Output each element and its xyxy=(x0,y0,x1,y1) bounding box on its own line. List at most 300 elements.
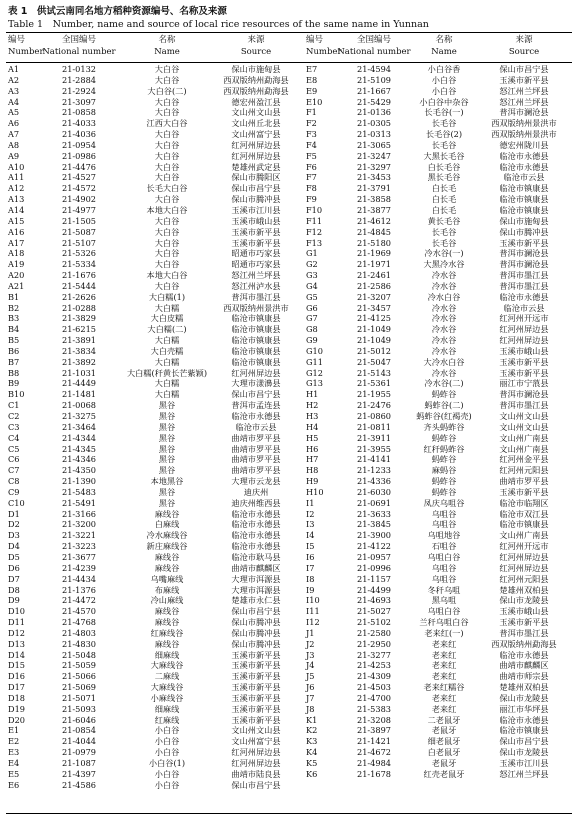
cell-name: 冷水麻线谷 xyxy=(146,530,188,541)
cell-number: F13 xyxy=(306,237,323,248)
cell-national-number: 21-5143 xyxy=(356,367,392,378)
table-row xyxy=(0,758,306,769)
cell-national-number: 21-4476 xyxy=(61,161,97,172)
table-row xyxy=(298,444,576,455)
table-row xyxy=(298,411,576,422)
cell-national-number: 21-0858 xyxy=(61,107,97,118)
table-row xyxy=(298,270,576,281)
cell-national-number: 21-4122 xyxy=(356,541,392,552)
cell-national-number: 21-4141 xyxy=(356,454,392,465)
cell-source: 临沧市镇康县 xyxy=(231,345,281,356)
table-row xyxy=(0,140,306,151)
cell-source: 文山州文山县 xyxy=(499,421,549,432)
cell-national-number: 21-3221 xyxy=(61,530,97,541)
cell-national-number: 21-5483 xyxy=(61,486,97,497)
cell-number: K4 xyxy=(306,747,318,758)
cell-name: 大白糯 xyxy=(154,356,180,367)
cell-national-number: 21-4253 xyxy=(356,660,392,671)
cell-national-number: 21-3065 xyxy=(356,139,392,150)
cell-national-number: 21-5334 xyxy=(61,259,97,270)
table-row xyxy=(298,357,576,368)
cell-name: 大白谷 xyxy=(154,161,180,172)
table-row xyxy=(0,313,306,324)
table-row xyxy=(0,335,306,346)
cell-source: 普洱市墨江县 xyxy=(499,627,549,638)
cell-national-number: 21-3829 xyxy=(61,313,97,324)
table-row xyxy=(298,335,576,346)
cell-number: F4 xyxy=(306,139,317,150)
cell-national-number: 21-4346 xyxy=(61,454,97,465)
cell-source: 保山市龙陵县 xyxy=(499,692,549,703)
table-row xyxy=(0,205,306,216)
cell-number: A9 xyxy=(8,150,20,161)
cell-name: 大白谷 xyxy=(154,215,180,226)
cell-name: 乌咀地谷 xyxy=(427,530,461,541)
table-row xyxy=(0,64,306,75)
cell-national-number: 21-0860 xyxy=(356,411,392,421)
cell-source: 普洱市墨江县 xyxy=(231,291,281,302)
table-row xyxy=(298,97,576,108)
cell-national-number: 21-3911 xyxy=(356,432,392,443)
cell-source: 临沧市镇康县 xyxy=(499,204,549,215)
cell-number: H1 xyxy=(306,389,319,400)
cell-national-number: 21-4336 xyxy=(356,476,392,487)
table-row xyxy=(0,194,306,205)
cell-source: 红河州屏边县 xyxy=(499,335,549,346)
table-row xyxy=(0,368,306,379)
table-row xyxy=(298,628,576,639)
cell-number: I8 xyxy=(306,573,315,584)
cell-number: H7 xyxy=(306,454,319,465)
cell-source: 临沧市镇康县 xyxy=(499,183,549,194)
cell-number: A11 xyxy=(8,172,25,183)
cell-number: E1 xyxy=(8,725,20,736)
cell-national-number: 21-5027 xyxy=(356,606,392,617)
cell-name: 大白壳糯 xyxy=(150,345,184,356)
cell-name: 齐头蚂蚱谷 xyxy=(423,421,465,432)
cell-name: 老来红 xyxy=(431,649,457,660)
cell-source: 红河州屏边县 xyxy=(231,367,281,378)
table-row xyxy=(0,476,306,487)
cell-source: 德宏州陇川县 xyxy=(499,139,549,150)
table-row xyxy=(0,411,306,422)
cell-name: 白长毛 xyxy=(431,194,457,205)
cell-name: 黑谷 xyxy=(158,454,176,465)
cell-national-number: 21-5093 xyxy=(61,703,97,714)
cell-name: 大白糯(二) xyxy=(147,324,187,335)
cell-source: 西双版纳州勐海县 xyxy=(491,638,557,649)
cell-name: 兰秆乌咀白谷 xyxy=(419,617,469,628)
cell-national-number: 21-0986 xyxy=(61,150,97,161)
cell-source: 临沧市永德县 xyxy=(499,714,549,725)
cell-name: 长毛谷 xyxy=(431,118,457,129)
cell-name: 黑谷 xyxy=(158,497,176,508)
cell-national-number: 21-3892 xyxy=(61,356,97,367)
cell-name: 本地大白谷 xyxy=(146,270,188,281)
cell-number: J7 xyxy=(306,692,315,703)
cell-national-number: 21-1233 xyxy=(356,465,392,476)
cell-source: 临沧市永德县 xyxy=(231,411,281,421)
cell-national-number: 21-1049 xyxy=(356,324,392,335)
cell-national-number: 21-4397 xyxy=(61,768,97,779)
cell-name: 冷水谷 xyxy=(431,302,457,313)
table-row xyxy=(0,433,306,444)
cell-source: 楚雄州双柏县 xyxy=(499,584,549,595)
cell-number: K1 xyxy=(306,714,318,725)
cell-name: 长毛谷(一) xyxy=(424,107,464,118)
table-row xyxy=(298,107,576,118)
table-row xyxy=(298,162,576,173)
cell-name: 大麻线谷 xyxy=(150,682,184,693)
table-row xyxy=(298,541,576,552)
table-row xyxy=(298,378,576,389)
cell-number: E4 xyxy=(8,758,20,768)
cell-number: D10 xyxy=(8,606,25,617)
cell-source: 玉溪市新平县 xyxy=(499,74,549,85)
cell-name: 小白谷(1) xyxy=(148,758,186,768)
table-row xyxy=(298,650,576,661)
cell-name: 小白谷 xyxy=(154,779,180,790)
cell-name: 大白糯 xyxy=(154,378,180,389)
table-row xyxy=(298,671,576,682)
cell-source: 文山州富宁县 xyxy=(231,736,281,747)
table-row xyxy=(298,476,576,487)
cell-number: J1 xyxy=(306,627,315,638)
cell-name: 麻线谷 xyxy=(154,508,180,519)
cell-national-number: 21-0854 xyxy=(61,725,97,736)
table-row xyxy=(298,400,576,411)
cell-number: I12 xyxy=(306,617,320,628)
cell-source: 临沧市镇康县 xyxy=(231,324,281,335)
cell-number: D20 xyxy=(8,714,25,725)
cell-source: 怒江州兰坪县 xyxy=(499,96,549,107)
table-row xyxy=(298,606,576,617)
cell-number: K5 xyxy=(306,758,318,768)
table-row xyxy=(0,650,306,661)
table-row xyxy=(298,487,576,498)
cell-source: 临沧市永德县 xyxy=(499,161,549,172)
cell-national-number: 21-4449 xyxy=(61,378,97,389)
cell-name: 蚂蚱谷 xyxy=(431,486,457,497)
table-row xyxy=(0,346,306,357)
cell-name: 江西大白谷 xyxy=(146,118,188,129)
cell-number: C10 xyxy=(8,497,25,508)
table-row xyxy=(0,162,306,173)
cell-number: E3 xyxy=(8,747,20,758)
table-row xyxy=(298,216,576,227)
table-row xyxy=(298,693,576,704)
cell-number: F10 xyxy=(306,204,323,215)
cell-source: 丽江市宁蒗县 xyxy=(499,378,549,389)
cell-number: A5 xyxy=(8,107,20,118)
cell-national-number: 21-0957 xyxy=(356,551,392,562)
cell-number: G2 xyxy=(306,259,318,270)
cell-national-number: 21-4570 xyxy=(61,606,97,617)
cell-name: 蚂蚱谷 xyxy=(431,454,457,465)
cell-national-number: 21-2884 xyxy=(61,74,97,85)
cell-source: 红河州开远市 xyxy=(499,313,549,324)
cell-national-number: 21-3900 xyxy=(356,530,392,541)
cell-national-number: 21-5048 xyxy=(61,649,97,660)
cell-number: G7 xyxy=(306,313,318,324)
cell-national-number: 21-4309 xyxy=(356,671,392,682)
cell-name: 长毛大白谷 xyxy=(146,183,188,194)
table-row xyxy=(298,248,576,259)
cell-name: 冷水谷 xyxy=(431,270,457,281)
cell-source: 保山市腾冲县 xyxy=(231,194,281,205)
cell-national-number: 21-5087 xyxy=(61,226,97,237)
cell-national-number: 21-1969 xyxy=(356,248,392,259)
table-row xyxy=(0,563,306,574)
cell-name: 冷山麻线 xyxy=(150,595,184,606)
table-row xyxy=(298,205,576,216)
cell-number: H5 xyxy=(306,432,319,443)
cell-national-number: 21-3277 xyxy=(356,649,392,660)
cell-national-number: 21-5012 xyxy=(356,345,392,356)
table-row xyxy=(298,281,576,292)
table-row xyxy=(298,715,576,726)
cell-number: F9 xyxy=(306,194,317,205)
cell-national-number: 21-3097 xyxy=(61,96,97,107)
cell-name: 黑谷 xyxy=(158,421,176,432)
cell-national-number: 21-4845 xyxy=(356,226,392,237)
cell-number: E10 xyxy=(306,96,323,107)
cell-source: 红河州元阳县 xyxy=(499,573,549,584)
cell-number: J8 xyxy=(306,703,315,714)
cell-number: I5 xyxy=(306,541,315,552)
cell-number: H4 xyxy=(306,421,319,432)
cell-national-number: 21-3877 xyxy=(356,204,392,215)
table-row xyxy=(298,552,576,563)
cell-number: G6 xyxy=(306,302,318,313)
cell-name: 小白谷 xyxy=(154,768,180,779)
table-row xyxy=(0,693,306,704)
cell-national-number: 21-3891 xyxy=(61,335,97,346)
cell-number: A19 xyxy=(8,259,25,270)
cell-number: I3 xyxy=(306,519,315,530)
cell-name: 白长毛谷 xyxy=(427,161,461,172)
cell-national-number: 21-3677 xyxy=(61,551,97,562)
cell-number: F7 xyxy=(306,172,317,183)
cell-number: D14 xyxy=(8,649,25,660)
table-row xyxy=(0,172,306,183)
table-row xyxy=(0,769,306,780)
cell-name: 石咀谷 xyxy=(431,541,457,552)
cell-number: D5 xyxy=(8,551,20,562)
cell-source: 普洱市澜沧县 xyxy=(499,248,549,259)
table-row xyxy=(298,595,576,606)
table-row xyxy=(298,682,576,693)
table-row xyxy=(298,64,576,75)
cell-source: 保山市腾阳区 xyxy=(231,172,281,183)
cell-source: 保山市昌宁县 xyxy=(231,389,281,400)
cell-name: 大黑长毛谷 xyxy=(423,150,465,161)
cell-number: D12 xyxy=(8,627,25,638)
cell-national-number: 21-3633 xyxy=(356,508,392,519)
cell-national-number: 21-4612 xyxy=(356,215,392,226)
table-row xyxy=(0,780,306,791)
cell-number: J4 xyxy=(306,660,315,671)
cell-number: A15 xyxy=(8,215,25,226)
table-row xyxy=(0,129,306,140)
cell-number: K3 xyxy=(306,736,318,747)
cell-source: 红河州屏边县 xyxy=(231,150,281,161)
cell-number: C1 xyxy=(8,400,20,411)
cell-source: 大理市漾濞县 xyxy=(231,378,281,389)
cell-source: 临沧市镇康县 xyxy=(231,356,281,367)
cell-source: 临沧市永德县 xyxy=(499,291,549,302)
cell-source: 玉溪市江川县 xyxy=(499,758,549,768)
cell-national-number: 21-3897 xyxy=(356,725,392,736)
cell-national-number: 21-0979 xyxy=(61,747,97,758)
table-row xyxy=(298,303,576,314)
cell-source: 西双版纳州景洪市 xyxy=(491,129,557,140)
cell-source: 大理市云龙县 xyxy=(231,476,281,487)
cell-name: 大白谷 xyxy=(154,280,180,291)
cell-source: 红河州屏边县 xyxy=(231,139,281,150)
cell-national-number: 21-3166 xyxy=(61,508,97,519)
table-row xyxy=(298,324,576,335)
cell-name: 冷水谷(一) xyxy=(424,248,464,259)
table-row xyxy=(298,769,576,780)
cell-national-number: 21-4672 xyxy=(356,747,392,758)
cell-number: B2 xyxy=(8,302,20,313)
cell-name: 长毛谷(2) xyxy=(425,129,463,140)
cell-name: 冷水谷(二) xyxy=(424,378,464,389)
table-row xyxy=(298,498,576,509)
cell-number: C3 xyxy=(8,421,20,432)
cell-name: 大白谷 xyxy=(154,139,180,150)
cell-number: D9 xyxy=(8,595,20,606)
cell-source: 曲靖市麒麟区 xyxy=(231,562,281,573)
cell-name: 麻线谷 xyxy=(154,638,180,649)
cell-name: 大白谷 xyxy=(154,64,180,74)
cell-name: 二麻线 xyxy=(154,671,180,682)
table-row xyxy=(0,671,306,682)
cell-number: E2 xyxy=(8,736,20,747)
cell-source: 文山州广南县 xyxy=(499,530,549,541)
cell-source: 普洱市孟连县 xyxy=(231,400,281,411)
cell-number: B4 xyxy=(8,324,20,335)
cell-number: G1 xyxy=(306,248,318,259)
table-row xyxy=(298,585,576,596)
cell-national-number: 21-1031 xyxy=(61,367,97,378)
cell-source: 临沧市双江县 xyxy=(499,508,549,519)
table-row xyxy=(298,183,576,194)
table-row xyxy=(298,140,576,151)
cell-name: 大白糯(1) xyxy=(148,291,186,302)
cell-name: 冷水谷 xyxy=(431,345,457,356)
cell-number: C8 xyxy=(8,476,20,487)
table-row xyxy=(0,498,306,509)
cell-source: 大理市洱源县 xyxy=(231,573,281,584)
table-row xyxy=(0,281,306,292)
header-national-left: 全国编号 National number xyxy=(42,35,116,57)
cell-number: G12 xyxy=(306,367,323,378)
cell-source: 玉溪市新平县 xyxy=(231,649,281,660)
cell-number: C6 xyxy=(8,454,20,465)
table-row xyxy=(0,238,306,249)
cell-source: 丽江市华坪县 xyxy=(499,703,549,714)
cell-source: 玉溪市新平县 xyxy=(499,237,549,248)
cell-name: 冷水谷 xyxy=(431,335,457,346)
cell-number: F2 xyxy=(306,118,317,129)
header-number-right: 编号 Number xyxy=(306,35,342,57)
cell-national-number: 21-4830 xyxy=(61,638,97,649)
cell-number: I7 xyxy=(306,562,315,573)
cell-national-number: 21-3200 xyxy=(61,519,97,530)
cell-number: B6 xyxy=(8,345,20,356)
cell-source: 红河州元阳县 xyxy=(499,465,549,476)
cell-source: 玉溪市江川县 xyxy=(231,204,281,215)
header-source-left: 来源 Source xyxy=(240,35,272,57)
cell-source: 迪庆州 xyxy=(243,486,269,497)
cell-name: 大白糯 xyxy=(154,389,180,400)
table-row xyxy=(298,433,576,444)
cell-national-number: 21-3845 xyxy=(356,519,392,530)
cell-national-number: 21-0288 xyxy=(61,302,97,313)
cell-name: 黑谷 xyxy=(158,411,176,421)
cell-source: 临沧市镇康县 xyxy=(499,194,549,205)
cell-source: 曲靖市罗平县 xyxy=(231,443,281,454)
cell-name: 大白糯 xyxy=(154,302,180,313)
cell-source: 红河州屏边县 xyxy=(231,758,281,768)
cell-name: 大冷水白谷 xyxy=(423,356,465,367)
cell-national-number: 21-4125 xyxy=(356,313,392,324)
cell-number: E7 xyxy=(306,64,318,74)
cell-national-number: 21-3247 xyxy=(356,150,392,161)
cell-national-number: 21-1157 xyxy=(356,573,392,584)
cell-name: 黑乌咀 xyxy=(431,595,457,606)
cell-number: B8 xyxy=(8,367,20,378)
cell-number: A20 xyxy=(8,270,25,281)
header-source-right: 来源 Source xyxy=(508,35,540,57)
cell-source: 红河州开远市 xyxy=(499,541,549,552)
table-row xyxy=(0,75,306,86)
cell-name: 乌咀白谷 xyxy=(427,606,461,617)
cell-national-number: 21-1481 xyxy=(61,389,97,400)
table-row xyxy=(0,552,306,563)
cell-national-number: 21-4350 xyxy=(61,465,97,476)
table-row xyxy=(298,725,576,736)
table-header-rule xyxy=(6,62,572,63)
cell-national-number: 21-4984 xyxy=(356,758,392,768)
cell-name: 黑谷 xyxy=(158,465,176,476)
cell-name: 麻蚂谷 xyxy=(431,465,457,476)
table-row xyxy=(0,259,306,270)
cell-name: 麻线谷 xyxy=(154,617,180,628)
table-row xyxy=(0,595,306,606)
cell-number: C2 xyxy=(8,411,20,421)
cell-national-number: 21-4803 xyxy=(61,627,97,638)
cell-national-number: 21-0996 xyxy=(356,562,392,573)
cell-national-number: 21-4503 xyxy=(356,682,392,693)
table-row xyxy=(0,444,306,455)
cell-source: 文山州广南县 xyxy=(499,432,549,443)
cell-name: 大白谷 xyxy=(154,248,180,259)
cell-source: 临沧市临翔区 xyxy=(499,497,549,508)
cell-national-number: 21-5326 xyxy=(61,248,97,259)
table-row xyxy=(298,118,576,129)
cell-national-number: 21-0954 xyxy=(61,139,97,150)
table-bottom-rule xyxy=(6,813,572,814)
cell-national-number: 21-1971 xyxy=(356,259,392,270)
cell-number: A3 xyxy=(8,85,20,96)
cell-national-number: 21-3955 xyxy=(356,443,392,454)
table-row xyxy=(0,606,306,617)
cell-number: D6 xyxy=(8,562,20,573)
table-row xyxy=(0,303,306,314)
